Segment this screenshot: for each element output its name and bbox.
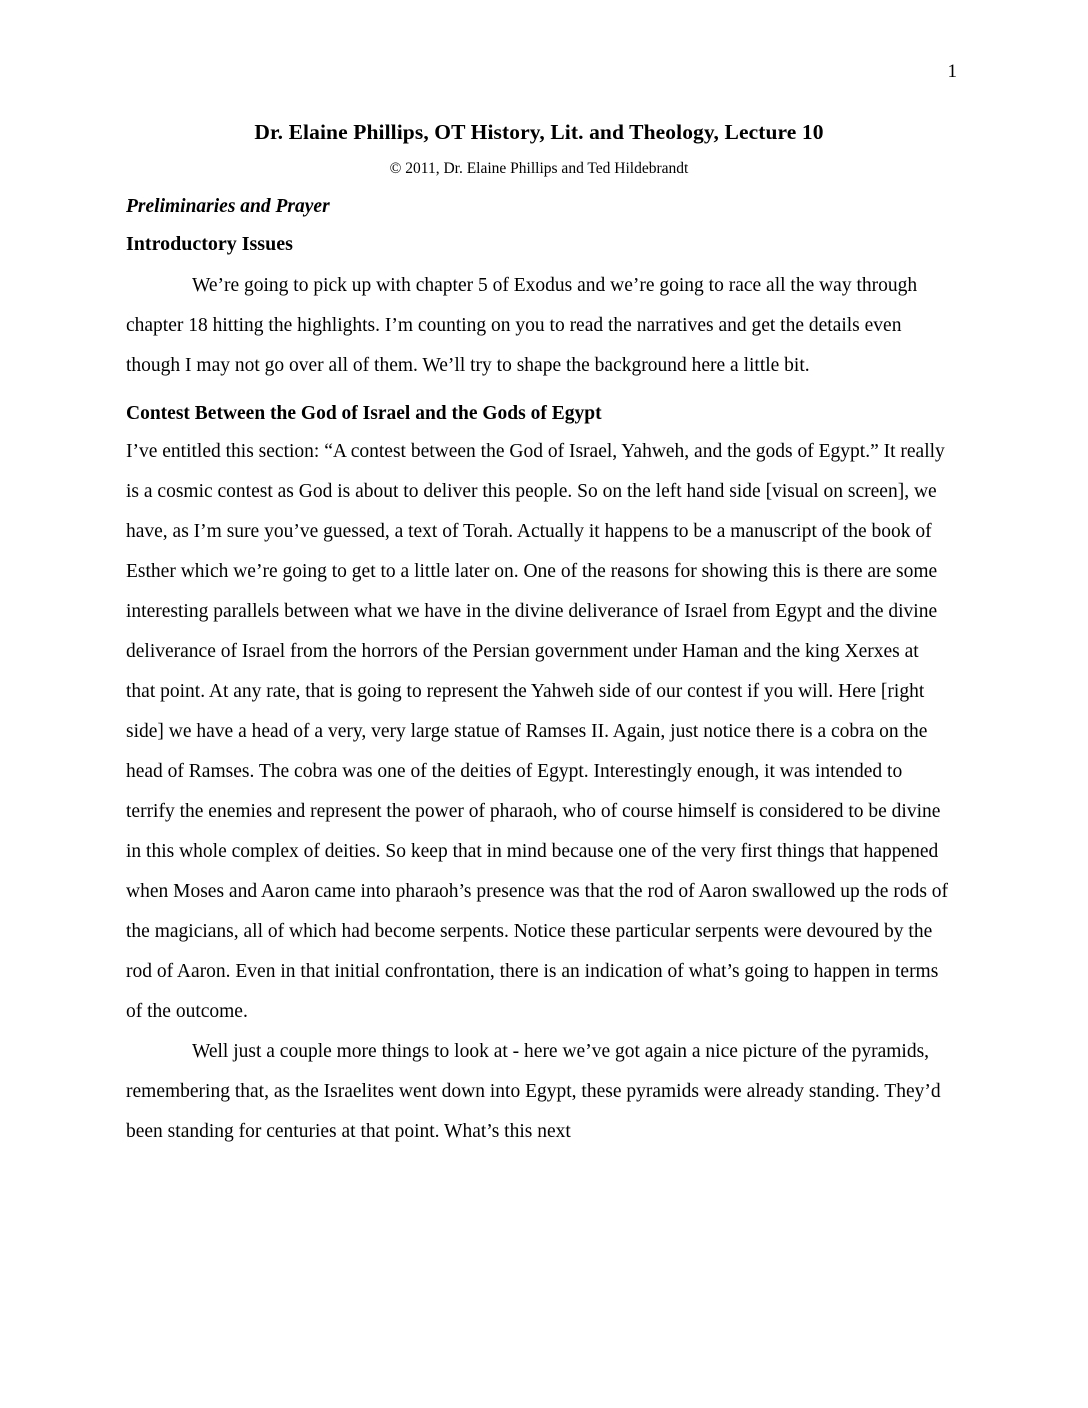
page-number: 1 — [947, 61, 957, 82]
page-title: Dr. Elaine Phillips, OT History, Lit. and Theology, Lecture 10 — [254, 120, 824, 144]
heading-introductory-issues: Introductory Issues — [126, 232, 293, 255]
paragraph-pyramids: Well just a couple more things to look at - here we’ve got again a nice picture of the pyramids, remembering that, as the Israelites went down into Egypt, these pyramids were already standing. They’d been standing for centuries at that point. What’s this next — [126, 1041, 941, 1143]
document-body — [126, 120, 952, 1152]
paragraph-introductory: We’re going to pick up with chapter 5 of Exodus and we’re going to race all the way through chapter 18 hitting the highlights. I’m counting on you to read the narratives and get the details even though I may not go over all of them. We’ll try to shape the background here a little bit. — [126, 274, 918, 376]
heading-contest-between-gods: Contest Between the God of Israel and the Gods of Egypt — [126, 402, 602, 424]
heading-preliminaries-and-prayer: Preliminaries and Prayer — [126, 196, 330, 218]
copyright-notice: © 2011, Dr. Elaine Phillips and Ted Hildebrandt — [389, 159, 689, 177]
paragraph-contest: I’ve entitled this section: “A contest between the God of Israel, Yahweh, and the gods of Egypt.” It really is a cosmic contest as God is about to deliver this people. So on the left hand side [visual on screen], we have, as I’m sure you’ve guessed, a text of Torah. Actually it happens to be a manuscript of the book of Esther which we’re going to get to a little later on. One of the reasons for showing this is there are some interesting parallels between what we have in the divine deliverance of Israel from Egypt and the divine deliverance of Israel from the horrors of the Persian government under Haman and the king Xerxes at that point. At any rate, that is going to represent the Yahweh side of our contest if you will. Here [right side] we have a head of a very, very large statue of Ramses II. Again, just notice there is a cobra on the head of Ramses. The cobra was one of the deities of Egypt. Interestingly enough, it was intended to terrify the enemies and represent the power of pharaoh, who of course himself is considered to be divine in this whole complex of deities. So keep that in mind because one of the very first things that happened when Moses and Aaron came into pharaoh’s presence was that the rod of Aaron swallowed up the rods of the magicians, all of which had become serpents. Notice these particular serpents were devoured by the rod of Aaron. Even in that initial confrontation, there is an indication of what’s going to happen in terms of the outcome. — [126, 441, 949, 1023]
